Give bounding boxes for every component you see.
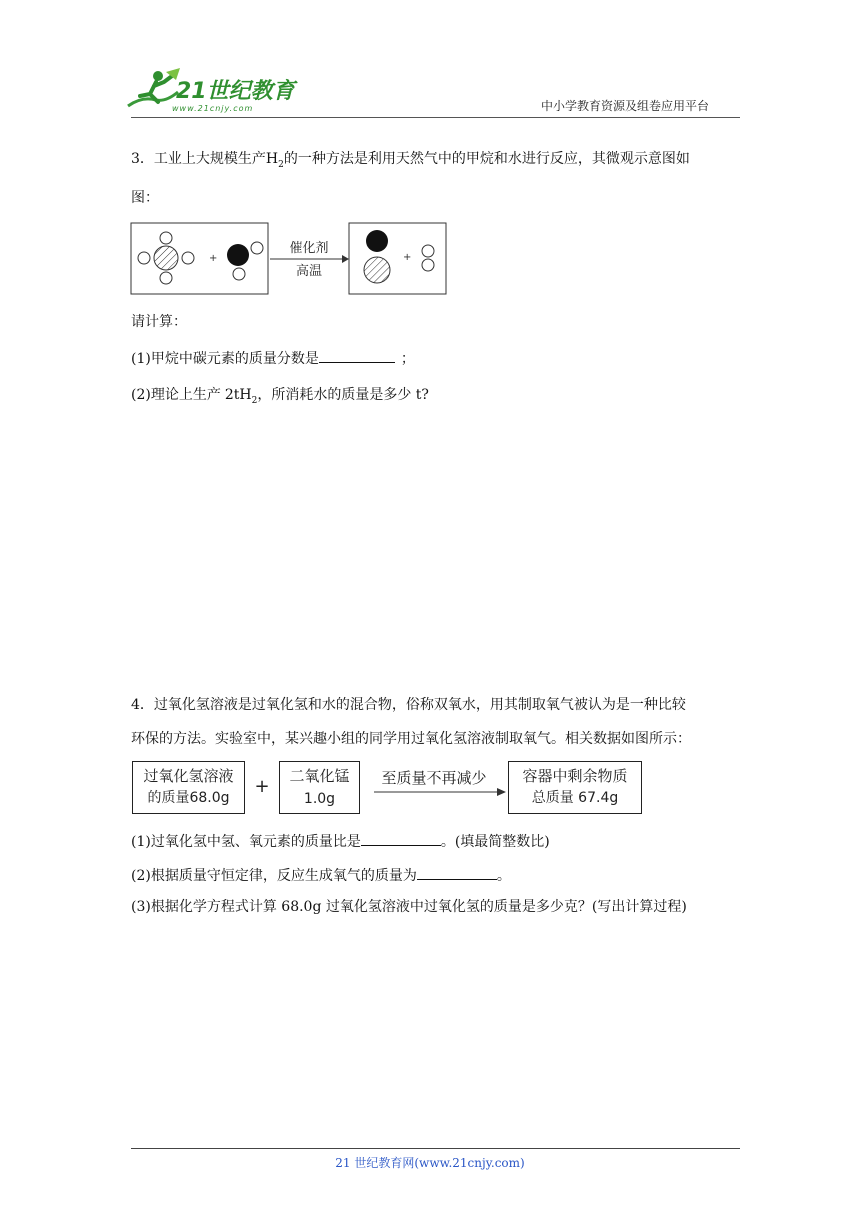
- footer-text[interactable]: 21 世纪教育网(www.21cnjy.com): [335, 1156, 525, 1170]
- q3-stem: 3．工业上大规模生产$H_2$的一种方法是利用天然气中的甲烷和水进行反应，其微观示意图如: [131, 151, 690, 170]
- svg-text:+: +: [209, 253, 218, 264]
- co-oxygen-atom: [366, 230, 388, 252]
- platform-name: 中小学教育资源及组卷应用平台: [541, 99, 710, 113]
- logo-main-text: 21世纪教育: [176, 79, 295, 104]
- co-carbon-atom: [364, 257, 390, 283]
- flow-arrow-icon: [374, 786, 508, 798]
- methane-carbon-atom: [154, 246, 178, 270]
- q3-prompt: 请计算：: [131, 314, 187, 330]
- q4-part2: (2)根据质量守恒定律，反应生成氧气的质量为 。: [131, 864, 511, 885]
- water-oxygen-atom: [227, 244, 249, 266]
- svg-text:催化剂: 催化剂: [289, 241, 329, 256]
- flow-box-solution-line1: 过氧化氢溶液: [143, 767, 234, 785]
- flow-box-residue-line1: 容器中剩余物质: [522, 767, 628, 785]
- flow-arrow-label: 至质量不再减少: [381, 769, 487, 787]
- q4-part2-answer-blank[interactable]: [417, 864, 497, 880]
- svg-text:+: +: [403, 252, 412, 263]
- flow-plus: +: [254, 776, 270, 797]
- logo-url-text: www.21cnjy.com: [172, 104, 254, 113]
- q4-part1-answer-blank[interactable]: [361, 830, 441, 846]
- q3-stem-line2: 图：: [131, 190, 159, 206]
- q3-part2: (2)理论上生产 $2tH_2$，所消耗水的质量是多少 t?: [131, 387, 429, 406]
- header-rule: [131, 117, 740, 118]
- q4-part1: (1)过氧化氢中氢、氧元素的质量比是 。(填最简整数比): [131, 830, 550, 851]
- flow-box-catalyst-line2: 1.0g: [303, 791, 336, 807]
- q3-part1-answer-blank[interactable]: [319, 347, 395, 363]
- q3-part1: (1)甲烷中碳元素的质量分数是 ；: [131, 347, 415, 368]
- flow-box-residue-line2: 总质量 67.4g: [531, 790, 619, 806]
- flow-box-catalyst-line1: 二氧化锰: [289, 767, 350, 785]
- footer-rule: [131, 1148, 740, 1149]
- q4-stem-line2: 环保的方法。实验室中，某兴趣小组的同学用过氧化氢溶液制取氧气。相关数据如图所示：: [131, 731, 691, 747]
- flow-box-solution-line2: 的质量68.0g: [147, 790, 230, 806]
- q4-stem-line1: 4．过氧化氢溶液是过氧化氢和水的混合物，俗称双氧水，用其制取氧气被认为是一种比较: [131, 697, 686, 713]
- q3-reaction-diagram: [130, 222, 450, 296]
- svg-text:高温: 高温: [295, 264, 323, 279]
- q4-part3: (3)根据化学方程式计算 68.0g 过氧化氢溶液中过氧化氢的质量是多少克？(写出计算过程): [131, 899, 687, 915]
- header: [0, 0, 860, 120]
